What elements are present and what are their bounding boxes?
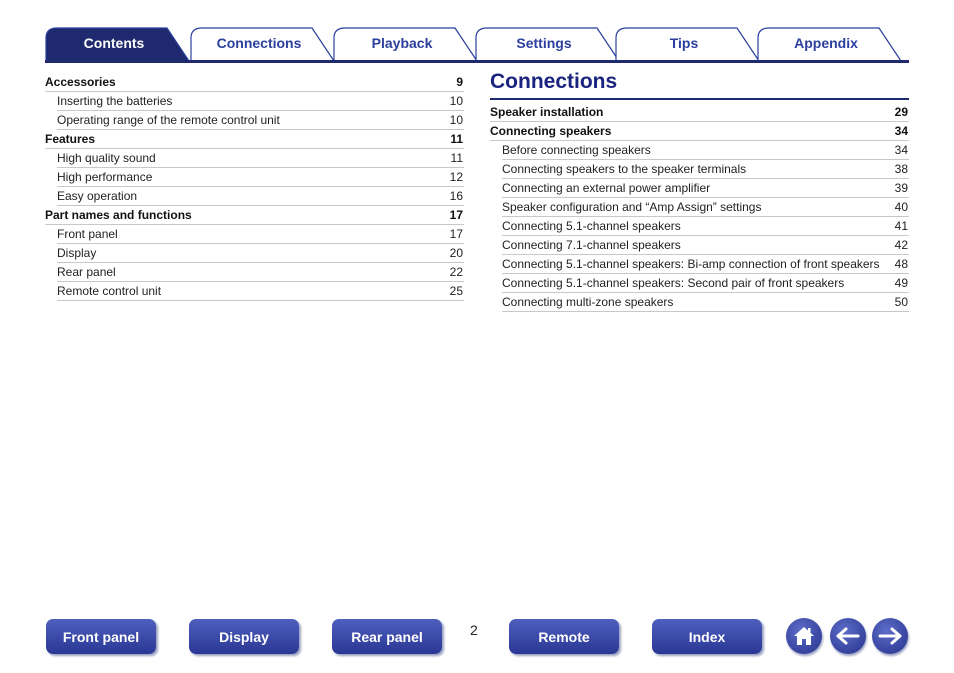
toc-page-number: 34 — [894, 124, 908, 138]
toc-title: Inserting the batteries — [57, 94, 173, 108]
toc-page-number: 48 — [894, 257, 908, 271]
display-button[interactable]: Display — [189, 619, 299, 654]
toc-page-number: 25 — [449, 284, 463, 298]
toc-title: Operating range of the remote control unit — [57, 113, 280, 127]
toc-page-number: 10 — [449, 94, 463, 108]
toc-page-number: 17 — [449, 208, 463, 222]
tab-label: Settings — [516, 35, 572, 51]
tab-tips[interactable] — [615, 26, 767, 60]
toc-page-number: 16 — [449, 189, 463, 203]
toc-row[interactable] — [57, 111, 464, 130]
forward-button[interactable] — [872, 618, 908, 654]
toc-title: Connecting an external power amplifier — [502, 181, 711, 195]
tab-underline — [45, 60, 909, 63]
toc-page-number: 39 — [894, 181, 908, 195]
tab-contents[interactable] — [45, 26, 197, 60]
toc-title: Connecting 5.1-channel speakers — [502, 219, 681, 233]
back-button[interactable] — [830, 618, 866, 654]
toc-page-number: 12 — [449, 170, 463, 184]
toc-row[interactable] — [502, 236, 909, 255]
toc-row[interactable] — [57, 92, 464, 111]
toc-row[interactable] — [57, 244, 464, 263]
toc-title: Before connecting speakers — [502, 143, 651, 157]
toc-title: Rear panel — [57, 265, 116, 279]
toc-page-number: 17 — [449, 227, 463, 241]
toc-title: Accessories — [45, 75, 116, 89]
tab-label: Playback — [371, 35, 433, 51]
toc-heading-row[interactable] — [490, 103, 909, 122]
toc-page-number: 11 — [450, 132, 463, 146]
toc-row[interactable] — [502, 179, 909, 198]
tab-settings[interactable] — [475, 26, 627, 60]
toc-row[interactable] — [502, 217, 909, 236]
toc-row[interactable] — [502, 255, 909, 274]
toc-title: Front panel — [57, 227, 118, 241]
toc-row[interactable] — [502, 141, 909, 160]
toc-title: Display — [57, 246, 97, 260]
toc-page-number: 34 — [894, 143, 908, 157]
toc-row[interactable] — [57, 149, 464, 168]
forward-arrow-icon — [877, 626, 903, 646]
toc-title: High quality sound — [57, 151, 156, 165]
toc-title: Connecting 7.1-channel speakers — [502, 238, 681, 252]
tab-playback[interactable] — [333, 26, 485, 60]
toc-heading-row[interactable] — [45, 73, 464, 92]
back-arrow-icon — [835, 626, 861, 646]
toc-title: High performance — [57, 170, 153, 184]
contents-list-left — [45, 73, 464, 301]
tab-label: Contents — [83, 35, 145, 51]
home-button[interactable] — [786, 618, 822, 654]
toc-title: Connecting speakers — [490, 124, 612, 138]
toc-heading-row[interactable] — [490, 122, 909, 141]
toc-title: Connecting 5.1-channel speakers: Second pair of front speakers — [502, 276, 845, 290]
section-title: Connections — [490, 70, 909, 100]
toc-title: Connecting multi-zone speakers — [502, 295, 674, 309]
toc-title: Features — [45, 132, 96, 146]
toc-title: Speaker configuration and “Amp Assign” settings — [502, 200, 762, 214]
page-number: 2 — [470, 622, 478, 638]
toc-page-number: 41 — [894, 219, 908, 233]
tab-label: Tips — [669, 35, 699, 51]
toc-row[interactable] — [57, 282, 464, 301]
remote-button[interactable]: Remote — [509, 619, 619, 654]
tab-label: Connections — [216, 35, 302, 51]
toc-page-number: 38 — [894, 162, 908, 176]
toc-row[interactable] — [57, 168, 464, 187]
toc-page-number: 9 — [456, 75, 463, 89]
rear-panel-button[interactable]: Rear panel — [332, 619, 442, 654]
home-icon — [792, 625, 816, 647]
contents-list-connections — [490, 103, 909, 312]
toc-title: Connecting speakers to the speaker terminals — [502, 162, 747, 176]
tab-label: Appendix — [794, 35, 858, 51]
toc-row[interactable] — [502, 198, 909, 217]
toc-row[interactable] — [57, 263, 464, 282]
index-button[interactable]: Index — [652, 619, 762, 654]
toc-page-number: 40 — [894, 200, 908, 214]
toc-page-number: 42 — [894, 238, 908, 252]
toc-row[interactable] — [57, 187, 464, 206]
toc-row[interactable] — [502, 160, 909, 179]
toc-title: Connecting 5.1-channel speakers: Bi-amp connection of front speakers — [502, 257, 880, 271]
toc-page-number: 49 — [894, 276, 908, 290]
toc-title: Part names and functions — [45, 208, 192, 222]
toc-row[interactable] — [57, 225, 464, 244]
tab-appendix[interactable] — [757, 26, 909, 60]
toc-title: Speaker installation — [490, 105, 604, 119]
toc-heading-row[interactable] — [45, 206, 464, 225]
toc-title: Remote control unit — [57, 284, 162, 298]
toc-row[interactable] — [502, 274, 909, 293]
toc-heading-row[interactable] — [45, 130, 464, 149]
toc-title: Easy operation — [57, 189, 138, 203]
front-panel-button[interactable]: Front panel — [46, 619, 156, 654]
toc-row[interactable] — [502, 293, 909, 312]
toc-page-number: 50 — [894, 295, 908, 309]
toc-page-number: 20 — [449, 246, 463, 260]
toc-page-number: 11 — [450, 151, 463, 165]
toc-page-number: 29 — [894, 105, 908, 119]
toc-page-number: 22 — [449, 265, 463, 279]
tab-bar — [45, 26, 909, 62]
tab-connections[interactable] — [190, 26, 342, 60]
toc-page-number: 10 — [449, 113, 463, 127]
